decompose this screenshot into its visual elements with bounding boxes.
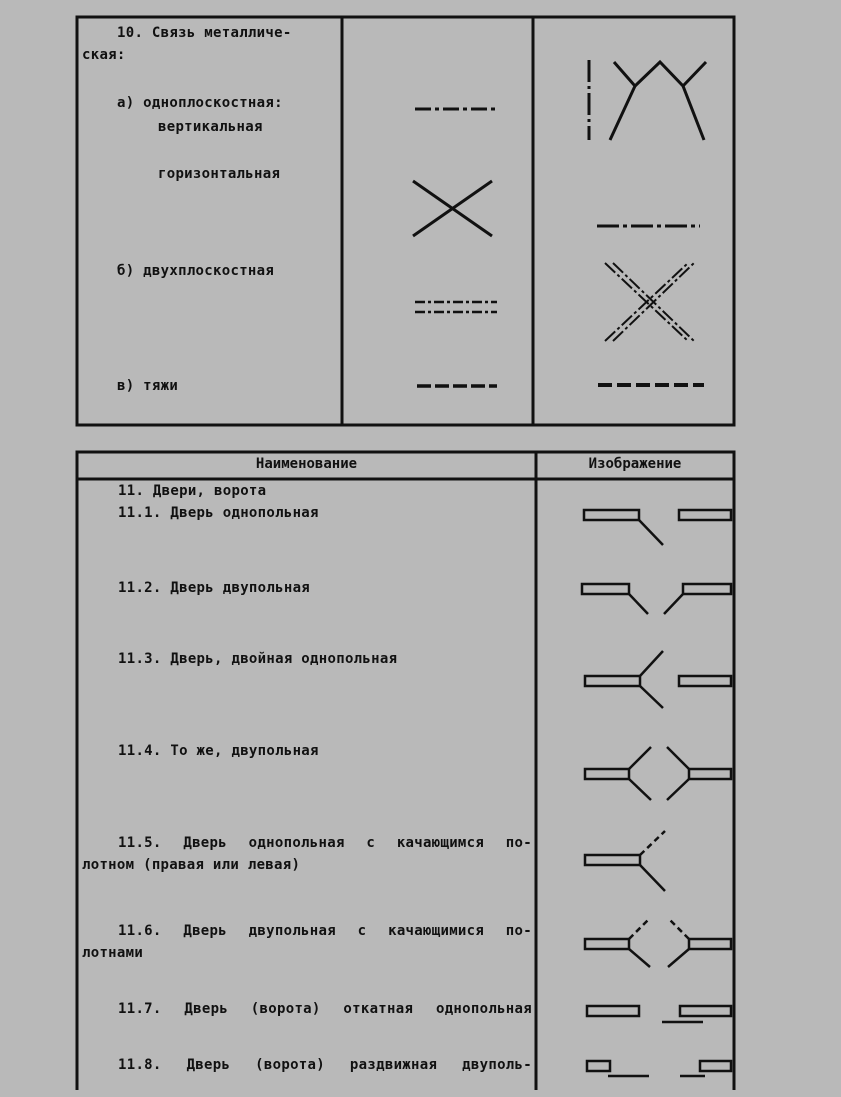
- symbol-vertical-tie-elevation: [589, 60, 706, 140]
- item-a-vertical: вертикальная: [158, 119, 263, 135]
- item-a-one-plane: а) одноплоскостная:: [117, 95, 283, 111]
- door-single-leaf-symbol: [584, 510, 731, 545]
- upper-table-frame: [77, 17, 734, 425]
- row-11-4: 11.4. То же, двупольная: [118, 743, 319, 759]
- item-b-two-plane: б) двухплоскостная: [117, 263, 275, 279]
- item-v-rods: в) тяжи: [117, 378, 179, 394]
- item-10-title: 10. Связь металличе-: [117, 25, 292, 41]
- door-double-single-leaf-symbol: [585, 651, 731, 708]
- item-10-title-continuation: ская:: [82, 47, 126, 63]
- row-11-2: 11.2. Дверь двупольная: [118, 580, 311, 596]
- door-double-double-leaf-symbol: [585, 747, 731, 800]
- door-double-leaf-symbol: [582, 584, 731, 614]
- header-image: Изображение: [588, 456, 682, 472]
- row-11-1: 11.1. Дверь однопольная: [118, 505, 319, 521]
- row-11-6-line2: лотнами: [82, 945, 144, 961]
- door-swinging-double-leaf-symbol: [585, 918, 731, 967]
- row-11-5-line1: 11.5. Дверь однопольная с качающимся по-: [118, 835, 532, 851]
- row-11-doors-gates: 11. Двери, ворота: [118, 483, 267, 499]
- row-11-6-line1: 11.6. Дверь двупольная с качающимися по-: [118, 923, 532, 939]
- item-a-horizontal: горизонтальная: [158, 166, 281, 182]
- row-11-5-line2: лотном (правая или левая): [82, 857, 301, 873]
- row-11-3: 11.3. Дверь, двойная однопольная: [118, 651, 398, 667]
- door-sliding-double-leaf-symbol: [587, 1061, 731, 1076]
- lower-table-frame: [77, 452, 734, 1090]
- door-swinging-single-leaf-symbol: [585, 831, 665, 891]
- row-11-7: 11.7. Дверь (ворота) откатная однопольная: [118, 1001, 532, 1017]
- symbol-two-plane-tie-elevation: [605, 263, 694, 341]
- header-name: Наименование: [255, 456, 358, 472]
- symbol-two-plane-tie-plan: [415, 302, 497, 312]
- door-sliding-single-leaf-symbol: [587, 1006, 731, 1022]
- row-11-8: 11.8. Дверь (ворота) раздвижная двуполь-: [118, 1057, 532, 1073]
- symbol-horizontal-tie-plan: [413, 181, 492, 236]
